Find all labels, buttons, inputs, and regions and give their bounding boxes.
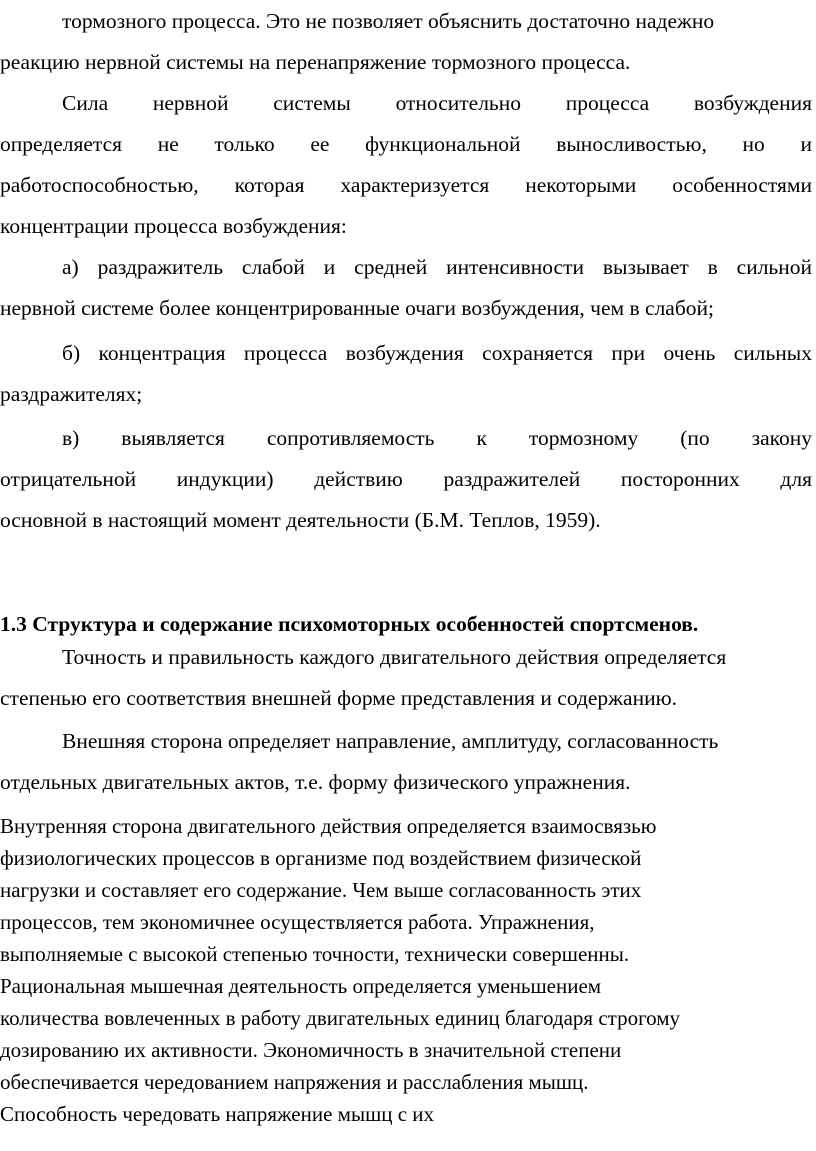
text-line: обеспечивается чередованием напряжения и расслабления мышц. xyxy=(0,1070,589,1094)
text-line: Точность и правильность каждого двигательного действия определяется xyxy=(62,645,727,669)
text-line: процессов, тем экономичнее осуществляется работа. Упражнения, xyxy=(0,910,595,934)
text-line: концентрации процесса возбуждения: xyxy=(0,214,347,238)
text-line: б) концентрация процесса возбуждения сохраняется при очень сильных xyxy=(62,341,812,365)
text-line: а) раздражитель слабой и средней интенсивности вызывает в сильной xyxy=(62,255,812,279)
text-line: определяется не только ее функциональной выносливостью, но и xyxy=(0,132,812,156)
text-line: выполняемые с высокой степенью точности, технически совершенны. xyxy=(0,942,630,966)
section-heading: 1.3 Структура и содержание психомоторных особенностей спортсменов. xyxy=(0,612,699,636)
text-line: отдельных двигательных актов, т.е. форму физического упражнения. xyxy=(0,770,631,794)
text-line: Сила нервной системы относительно процесса возбуждения xyxy=(62,91,812,115)
text-line: основной в настоящий момент деятельности (Б.М. Теплов, 1959). xyxy=(0,508,601,532)
text-line: раздражителях; xyxy=(0,382,143,406)
text-line: количества вовлеченных в работу двигательных единиц благодаря строгому xyxy=(0,1006,681,1030)
text-line: в) выявляется сопротивляемость к тормозному (по закону xyxy=(62,426,812,450)
text-line: отрицательной индукции) действию раздражителей посторонних для xyxy=(0,467,812,491)
text-line: нервной системе более концентрированные очаги возбуждения, чем в слабой; xyxy=(0,296,715,320)
text-line: дозированию их активности. Экономичность в значительной степени xyxy=(0,1038,622,1062)
text-line: тормозного процесса. Это не позволяет объяснить достаточно надежно xyxy=(62,9,715,33)
text-line: работоспособностью, которая характеризуется некоторыми особенностями xyxy=(0,173,812,197)
text-line: Внутренняя сторона двигательного действия определяется взаимосвязью xyxy=(0,814,657,838)
text-line: Внешняя сторона определяет направление, амплитуду, согласованность xyxy=(62,729,719,753)
text-line: реакцию нервной системы на перенапряжение тормозного процесса. xyxy=(0,50,631,74)
text-line: нагрузки и составляет его содержание. Чем выше согласованность этих xyxy=(0,878,642,902)
text-line: степенью его соответствия внешней форме представления и содержанию. xyxy=(0,686,678,710)
text-line: Рациональная мышечная деятельность определяется уменьшением xyxy=(0,974,602,998)
text-line: Способность чередовать напряжение мышц с их xyxy=(0,1102,435,1126)
text-line: физиологических процессов в организме под воздействием физической xyxy=(0,846,642,870)
